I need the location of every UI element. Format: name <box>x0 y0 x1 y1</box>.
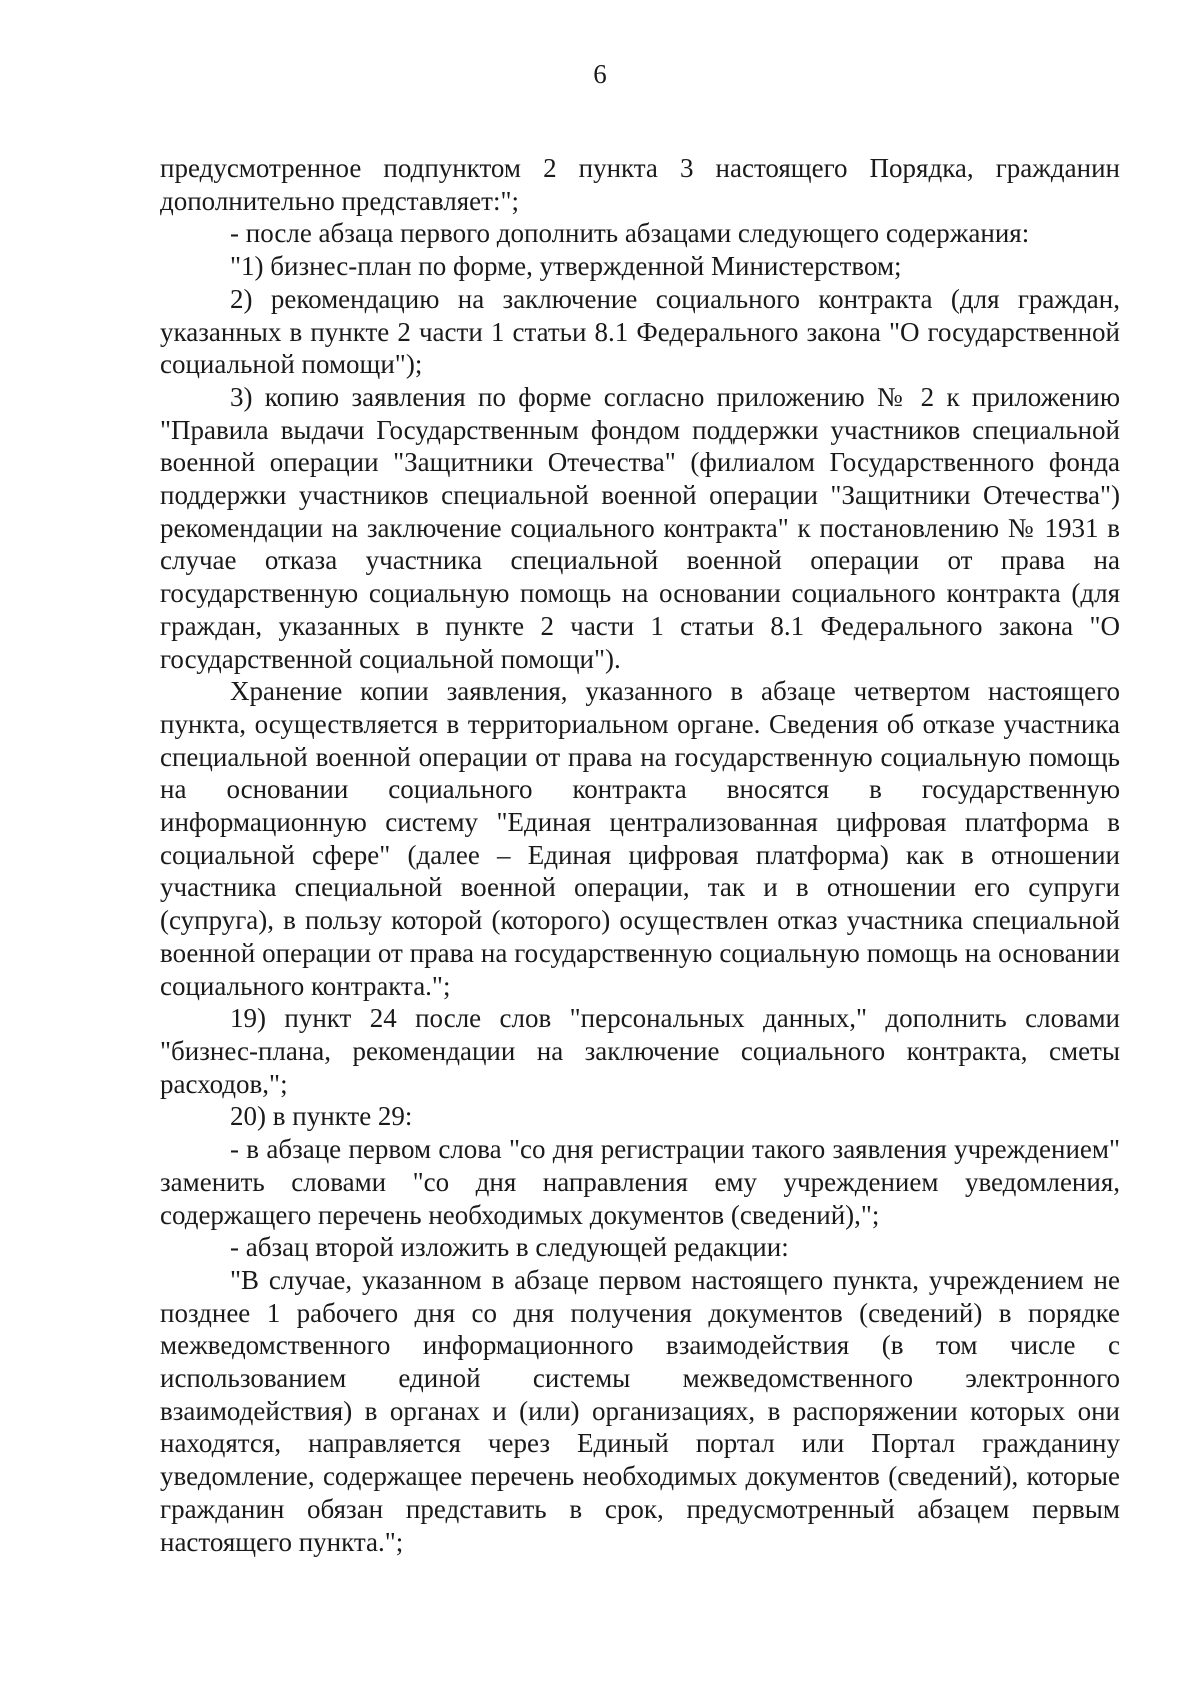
page-number: 6 <box>593 59 607 89</box>
document-body <box>160 152 1120 1558</box>
paragraph: - абзац второй изложить в следующей редакции: <box>230 1232 789 1263</box>
paragraph: "1) бизнес-план по форме, утвержденной Министерством; <box>230 251 902 282</box>
paragraph: - после абзаца первого дополнить абзацами следующего содержания: <box>230 218 1030 249</box>
paragraph: "В случае, указанном в абзаце первом настоящего пункта, учреждением не позднее 1 рабочего дня со дня получения документов (сведений) в порядке межведомственного информационного взаимодействия (в том числе с использованием единой системы межведомственного электронного взаимодействия) в органах и (или) организациях, в распоряжении которых они находятся, направляется через Единый портал или Портал гражданину уведомление, содержащее перечень необходимых документов (сведений), которые гражданин обязан представить в срок, предусмотренный абзацем первым настоящего пункта."; <box>160 1264 1120 1557</box>
paragraph: Хранение копии заявления, указанного в абзаце четвертом настоящего пункта, осуществляется в территориальном органе. Сведения об отказе участника специальной военной операции от права на государственную социальную помощь на основании социального контракта вносятся в государственную информационную систему "Единая централизованная цифровая платформа в социальной сфере" (далее – Единая цифровая платформа) как в отношении участника специальной военной операции, так и в отношении его супруги (супруга), в пользу которой (которого) осуществлен отказ участника специальной военной операции от права на государственную социальную помощь на основании социального контракта."; <box>160 676 1120 1001</box>
paragraph: 3) копию заявления по форме согласно приложению № 2 к приложению "Правила выдачи Государственным фондом поддержки участников специальной военной операции "Защитники Отечества" (филиалом Государственного фонда поддержки участников специальной военной операции "Защитники Отечества") рекомендации на заключение социального контракта" к постановлению № 1931 в случае отказа участника специальной военной операции от права на государственную социальную помощь на основании социального контракта (для граждан, указанных в пункте 2 части 1 статьи 8.1 Федерального закона "О государственной социальной помощи"). <box>160 381 1120 674</box>
paragraph: 2) рекомендацию на заключение социального контракта (для граждан, указанных в пункте 2 части 1 статьи 8.1 Федерального закона "О государственной социальной помощи"); <box>160 283 1120 380</box>
paragraph: предусмотренное подпунктом 2 пункта 3 настоящего Порядка, гражданин дополнительно представляет:"; <box>160 153 1120 216</box>
paragraph: 19) пункт 24 после слов "персональных данных," дополнить словами "бизнес-плана, рекомендации на заключение социального контракта, сметы расходов,"; <box>160 1003 1120 1099</box>
paragraph: 20) в пункте 29: <box>230 1101 413 1132</box>
paragraph: - в абзаце первом слова "со дня регистрации такого заявления учреждением" заменить словами "со дня направления ему учреждением уведомления, содержащего перечень необходимых документов (сведений),"; <box>160 1134 1120 1230</box>
